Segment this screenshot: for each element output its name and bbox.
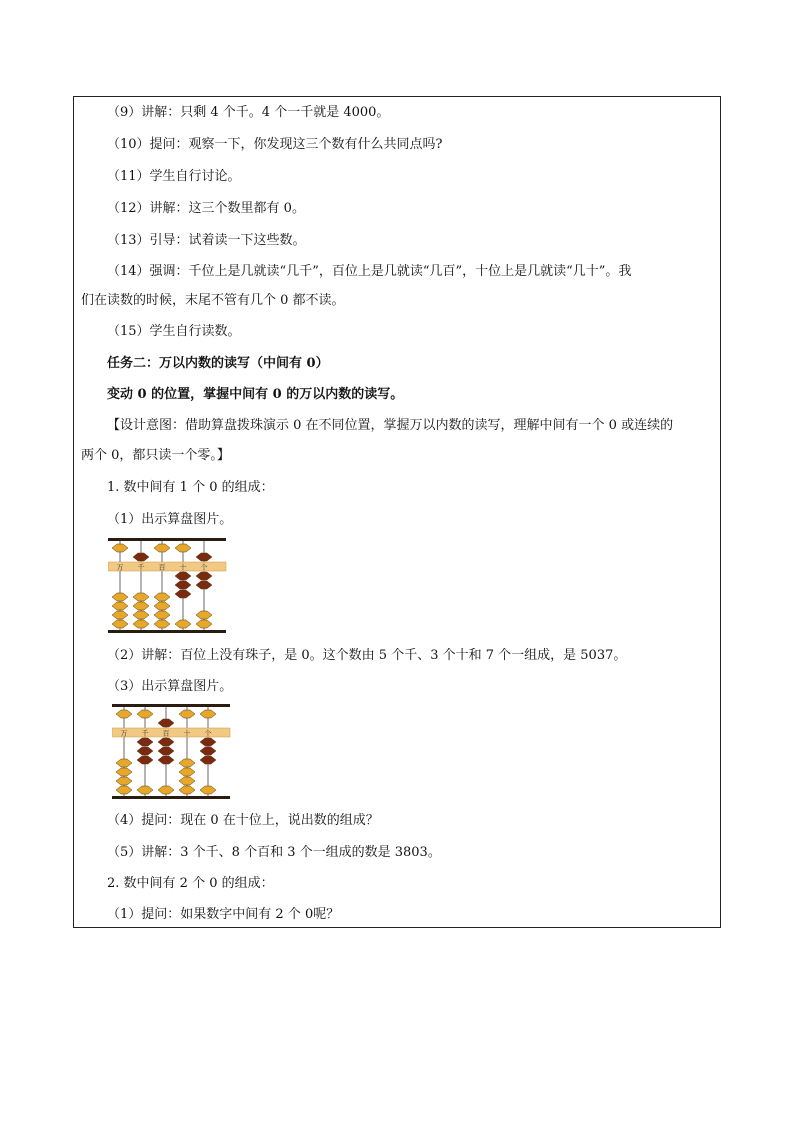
heaven-bead <box>116 710 132 718</box>
abacus-top-bar <box>112 704 230 707</box>
earth-bead <box>196 611 212 619</box>
abacus-beam <box>112 728 230 737</box>
earth-bead <box>196 620 212 628</box>
step-13: （13）引导：试着读一下这些数。 <box>107 233 306 248</box>
heaven-bead <box>200 710 216 718</box>
step-9: （9）讲解：只剩 4 个千。4 个一千就是 4000。 <box>107 105 390 120</box>
step-11: （11）学生自行讨论。 <box>107 169 241 184</box>
earth-bead <box>175 581 191 589</box>
design-intent-line1: 【设计意图：借助算盘拨珠演示 0 在不同位置，掌握万以内数的读写，理解中间有一个 0 或连续的 <box>107 418 674 433</box>
heaven-bead <box>137 710 153 718</box>
abacus-image-3803 <box>112 702 232 802</box>
section-1-step-1: （1）出示算盘图片。 <box>107 512 233 527</box>
abacus-bottom-bar <box>112 796 230 799</box>
abacus-place-label: 个 <box>200 563 208 572</box>
earth-bead <box>175 590 191 598</box>
earth-bead <box>179 768 195 776</box>
section-2-step-1: （1）提问：如果数字中间有 2 个 0呢？ <box>107 907 340 922</box>
heaven-bead <box>179 710 195 718</box>
abacus-place-label: 十 <box>183 729 191 738</box>
earth-bead <box>133 593 149 601</box>
section-2-heading: 2. 数中间有 2 个 0 的组成： <box>107 876 274 891</box>
earth-bead <box>112 611 128 619</box>
section-1-step-5: （5）讲解：3 个千、8 个百和 3 个一组成的数是 3803。 <box>107 845 441 860</box>
earth-bead <box>175 620 191 628</box>
step-12: （12）讲解：这三个数里都有 0。 <box>107 201 305 216</box>
earth-bead <box>200 747 216 755</box>
heaven-bead <box>158 719 174 727</box>
step-10: （10）提问：观察一下，你发现这三个数有什么共同点吗? <box>107 137 443 152</box>
earth-bead <box>154 620 170 628</box>
earth-bead <box>116 759 132 767</box>
abacus-bottom-bar <box>108 630 226 633</box>
heaven-bead <box>196 553 212 561</box>
step-15: （15）学生自行读数。 <box>107 324 241 339</box>
earth-bead <box>200 756 216 764</box>
section-1-heading: 1. 数中间有 1 个 0 的组成： <box>107 480 274 495</box>
earth-bead <box>179 759 195 767</box>
earth-bead <box>200 738 216 746</box>
section-1-step-4: （4）提问：现在 0 在十位上，说出数的组成？ <box>107 813 379 828</box>
earth-bead <box>133 620 149 628</box>
abacus-place-label: 万 <box>120 729 128 738</box>
abacus-place-label: 千 <box>137 563 145 572</box>
section-1-step-3: （3）出示算盘图片。 <box>107 679 233 694</box>
earth-bead <box>158 786 174 794</box>
earth-bead <box>116 777 132 785</box>
task-2-heading: 任务二：万以内数的读写（中间有 0） <box>107 356 329 371</box>
earth-bead <box>175 572 191 580</box>
heaven-bead <box>112 544 128 552</box>
earth-bead <box>158 747 174 755</box>
earth-bead <box>196 581 212 589</box>
abacus-beam <box>108 562 226 571</box>
step-14-line1: （14）强调：千位上是几就读“几千”，百位上是几就读“几百”，十位上是几就读“几十”。我 <box>107 264 632 279</box>
earth-bead <box>112 593 128 601</box>
earth-bead <box>116 768 132 776</box>
abacus-place-label: 千 <box>141 729 149 738</box>
earth-bead <box>112 620 128 628</box>
earth-bead <box>137 786 153 794</box>
earth-bead <box>154 602 170 610</box>
earth-bead <box>137 756 153 764</box>
step-14-line2: 们在读数的时候，末尾不管有几个 0 都不读。 <box>81 293 345 308</box>
earth-bead <box>158 738 174 746</box>
earth-bead <box>154 593 170 601</box>
earth-bead <box>154 611 170 619</box>
earth-bead <box>200 786 216 794</box>
earth-bead <box>133 602 149 610</box>
abacus-place-label: 万 <box>116 563 124 572</box>
abacus-place-label: 百 <box>162 729 170 738</box>
abacus-top-bar <box>108 538 226 541</box>
abacus-place-label: 个 <box>204 729 212 738</box>
heaven-bead <box>175 544 191 552</box>
earth-bead <box>133 611 149 619</box>
earth-bead <box>116 786 132 794</box>
earth-bead <box>196 572 212 580</box>
earth-bead <box>137 738 153 746</box>
design-intent-line2: 两个 0，都只读一个零。】 <box>81 448 230 463</box>
earth-bead <box>179 777 195 785</box>
earth-bead <box>158 756 174 764</box>
heaven-bead <box>154 544 170 552</box>
task-2-goal: 变动 0 的位置，掌握中间有 0 的万以内数的读写。 <box>107 387 404 402</box>
heaven-bead <box>133 553 149 561</box>
abacus-place-label: 十 <box>179 563 187 572</box>
earth-bead <box>137 747 153 755</box>
abacus-place-label: 百 <box>158 563 166 572</box>
abacus-image-5037 <box>108 536 228 636</box>
earth-bead <box>112 602 128 610</box>
section-1-step-2: （2）讲解：百位上没有珠子，是 0。这个数由 5 个千、3 个十和 7 个一组成，是 5037。 <box>107 648 627 663</box>
earth-bead <box>179 786 195 794</box>
